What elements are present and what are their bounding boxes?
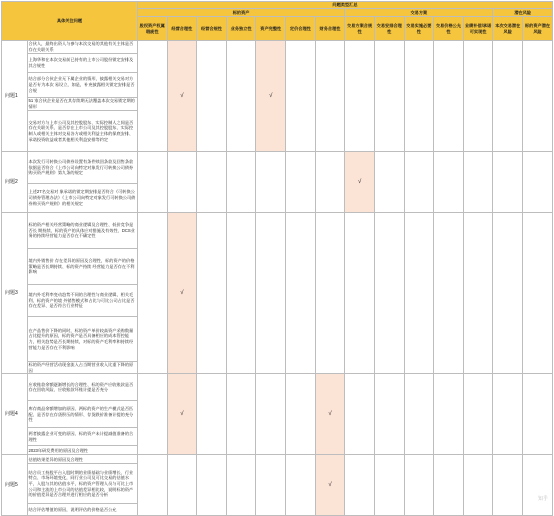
type-mark-cell <box>286 374 316 455</box>
column-header: 定价合理性 <box>286 17 316 41</box>
issue-detail: 结合部分合伙企业无下属企业的情形，披露相关交易对方是否专为本次 易设立，如是，补充披露相关锁定安排是否合规 <box>27 73 137 98</box>
column-header: 资产完整性 <box>256 17 286 41</box>
type-mark-cell <box>404 152 434 213</box>
issue-detail: 结合评估增值的原因，说明评估的价格是否公允 <box>27 504 137 516</box>
type-mark-cell <box>463 213 493 374</box>
type-mark-cell <box>315 152 345 213</box>
column-header: 标的资产潜在风险 <box>523 17 553 41</box>
check-mark: √ <box>328 411 332 418</box>
issue-detail: 估值结果差异的原因及合理性 <box>27 455 137 464</box>
type-mark-cell <box>197 455 227 516</box>
type-mark-cell <box>256 213 286 374</box>
type-mark-cell <box>523 374 553 455</box>
table-row <box>2 41 553 54</box>
issue-detail: 51 家合伙企业是否在其存续期无法覆盖本次交易锁定期的情形 <box>27 98 137 111</box>
question-label: 问题4 <box>2 374 28 455</box>
check-mark: √ <box>269 92 273 99</box>
column-header: 业绩补偿/承诺可实现性 <box>463 17 493 41</box>
column-header: 交易方案合规性 <box>345 17 375 41</box>
column-header: 交易安排合理性 <box>374 17 404 41</box>
type-mark-cell <box>345 152 375 213</box>
issue-detail: 合伙人，最终出资人与参与本次交易的其他有关主体是否存在关联关系 <box>27 41 137 54</box>
issue-detail: 结合员工持股平台入股时期的业绩基础与业绩增长、行业特点、市场环境变化，同行业公司及可比交易的估值水平，入股与其的估值水平，标的资产管理人员与可比上市公司和主流的上市公司的估值差异相比较，说明标的资产的价值差异是否合理并进行相应的是否分析 <box>27 464 137 504</box>
type-mark-cell <box>197 41 227 152</box>
type-mark-cell <box>167 41 197 152</box>
type-mark-cell <box>434 152 464 213</box>
type-mark-cell <box>374 152 404 213</box>
column-header: 财务合理性 <box>315 17 345 41</box>
issue-detail: 标的资产经营活动现金流入占当期营业收入比重下降的原因 <box>27 362 137 374</box>
issue-detail: 本次发行可转换公司债券设置有条件赎回条款及回售条款依据是否符合《上市公司向特定对象发行可转换公司债券购买资产规则》第九条的规定 <box>27 152 137 184</box>
watermark: 知乎 <box>537 496 548 502</box>
type-mark-cell <box>256 41 286 152</box>
column-header: 业务独立性 <box>226 17 256 41</box>
type-mark-cell <box>226 41 256 152</box>
issue-detail: 上述27名交易对 象承诺的锁定期安排是否符合《可转换公司债券管理办法》《上市公司向特定对象发行可转换公司债券购买资产规则》的相关规定 <box>27 184 137 213</box>
question-label: 问题3 <box>2 213 28 374</box>
issue-detail: 库存商品余额增加的原因、两标的资产的生产模式是否匹配、是否存在存货积压的情形、存货跌价准备计提的充分性 <box>27 401 137 428</box>
type-mark-cell <box>463 455 493 516</box>
column-header: 交易实施必要性 <box>404 17 434 41</box>
type-mark-cell <box>256 374 286 455</box>
issue-summary-table <box>1 1 553 516</box>
issue-detail: 上海华和在本次交易前已持有的上市公司股份锁定安排及其合规性 <box>27 54 137 73</box>
type-mark-cell <box>523 41 553 152</box>
type-mark-cell <box>523 213 553 374</box>
type-mark-cell <box>523 152 553 213</box>
type-mark-cell <box>493 152 523 213</box>
check-mark: √ <box>180 290 184 297</box>
type-mark-cell <box>345 41 375 152</box>
type-mark-cell <box>315 374 345 455</box>
type-mark-cell <box>493 455 523 516</box>
type-mark-cell <box>434 374 464 455</box>
type-mark-cell <box>434 213 464 374</box>
type-mark-cell <box>137 374 167 455</box>
table-row <box>2 213 553 249</box>
type-mark-cell <box>137 152 167 213</box>
type-mark-cell <box>167 455 197 516</box>
type-mark-cell <box>374 213 404 374</box>
type-mark-cell <box>226 455 256 516</box>
issue-detail: 在产品售价下降的同时，标的资产单价较高资产采购数量占比提升的原因，标的资产是否具备相应的成本管控能力，相关趋势是否长期持续，对标的资产毛利率和持续经营能力是否存在不利影响 <box>27 317 137 362</box>
type-mark-cell <box>315 455 345 516</box>
table-body <box>2 41 553 516</box>
type-mark-cell <box>226 152 256 213</box>
group-header-transaction-plan: 交易方案 <box>345 9 493 17</box>
type-mark-cell <box>167 213 197 374</box>
issue-detail: 应收账款余额逐渐增长的合理性、标的资产应收账款是否存在回收风险、应收账款坏账计提是否充分 <box>27 374 137 401</box>
check-mark: √ <box>180 411 184 418</box>
column-header: 经营合规性 <box>197 17 227 41</box>
type-mark-cell <box>315 213 345 374</box>
type-mark-cell <box>226 213 256 374</box>
specific-issue-header: 具体关注问题 <box>2 2 138 41</box>
type-mark-cell <box>493 41 523 152</box>
type-mark-cell <box>256 455 286 516</box>
type-mark-cell <box>434 41 464 152</box>
check-mark: √ <box>328 482 332 489</box>
type-mark-cell <box>197 374 227 455</box>
type-mark-cell <box>374 41 404 152</box>
column-header: 股权资产权属瑕疵性 <box>137 17 167 41</box>
type-mark-cell <box>404 374 434 455</box>
type-mark-cell <box>286 152 316 213</box>
type-mark-cell <box>286 213 316 374</box>
type-mark-cell <box>523 455 553 516</box>
type-mark-cell <box>197 152 227 213</box>
issue-type-summary-header: 问题类型汇总 <box>137 2 552 9</box>
type-mark-cell <box>463 152 493 213</box>
table-row <box>2 374 553 401</box>
table-row <box>2 455 553 464</box>
issue-detail: 标的资产相关经营策略的商业逻辑及合理性、低价竞争是否长 期持续、标的资产的具体应对措施及有效性、DCS业务的持续经营能力是否存在不确定性 <box>27 213 137 249</box>
type-mark-cell <box>137 455 167 516</box>
type-mark-cell <box>404 213 434 374</box>
type-mark-cell <box>493 213 523 374</box>
type-mark-cell <box>137 213 167 374</box>
check-mark: √ <box>357 178 362 185</box>
group-header-potential-risk: 潜在风险 <box>493 9 553 17</box>
type-mark-cell <box>256 152 286 213</box>
type-mark-cell <box>167 374 197 455</box>
type-mark-cell <box>226 374 256 455</box>
table-row <box>2 152 553 184</box>
table-header <box>2 2 553 41</box>
type-mark-cell <box>493 374 523 455</box>
type-mark-cell <box>434 455 464 516</box>
type-mark-cell <box>286 455 316 516</box>
type-mark-cell <box>345 455 375 516</box>
issue-detail: 境内外销售价 存在差异的原因及合理性，标的资产的价格策略是否长期持续、标的资产持续 经营能力是否存在不利影响 <box>27 249 137 285</box>
question-label: 问题1 <box>2 41 28 152</box>
column-header: 经营合理性 <box>167 17 197 41</box>
type-mark-cell <box>463 41 493 152</box>
issue-detail: 交易对方与上市公司及其控股股东、实际控制人之间是否存在关联关系、是否存在上市公司及其控股股东、实际控制人或相关主体对交易各方或相关利益主体的保底安排、承诺投资收益或者其他相关利益安排等约定 <box>27 111 137 152</box>
type-mark-cell <box>374 374 404 455</box>
check-mark: √ <box>180 92 184 99</box>
type-mark-cell <box>197 213 227 374</box>
type-mark-cell <box>345 374 375 455</box>
type-mark-cell <box>315 41 345 152</box>
type-mark-cell <box>345 213 375 374</box>
type-mark-cell <box>463 374 493 455</box>
column-header: 本次交易潜在风险 <box>493 17 523 41</box>
type-mark-cell <box>404 455 434 516</box>
issue-detail: 2023年研发费用的原因及合理性 <box>27 446 137 455</box>
issue-detail: 境内外毛利率变动趋势不同的合理性与商业逻辑，相关毛利、标的资产的境 外销售模式和占比与可比公司占比是否存在差异、是否符合行业特征 <box>27 285 137 317</box>
issue-detail: 两者披露企业可变的原因、标的资产未计提减值准备的合理性 <box>27 428 137 446</box>
type-mark-cell <box>404 41 434 152</box>
column-header: 交易价格公允性 <box>434 17 464 41</box>
group-header-target-asset: 标的资产 <box>137 9 344 17</box>
type-mark-cell <box>167 152 197 213</box>
type-mark-cell <box>286 41 316 152</box>
type-mark-cell <box>374 455 404 516</box>
question-label: 问题5 <box>2 455 28 516</box>
type-mark-cell <box>137 41 167 152</box>
question-label: 问题2 <box>2 152 28 213</box>
